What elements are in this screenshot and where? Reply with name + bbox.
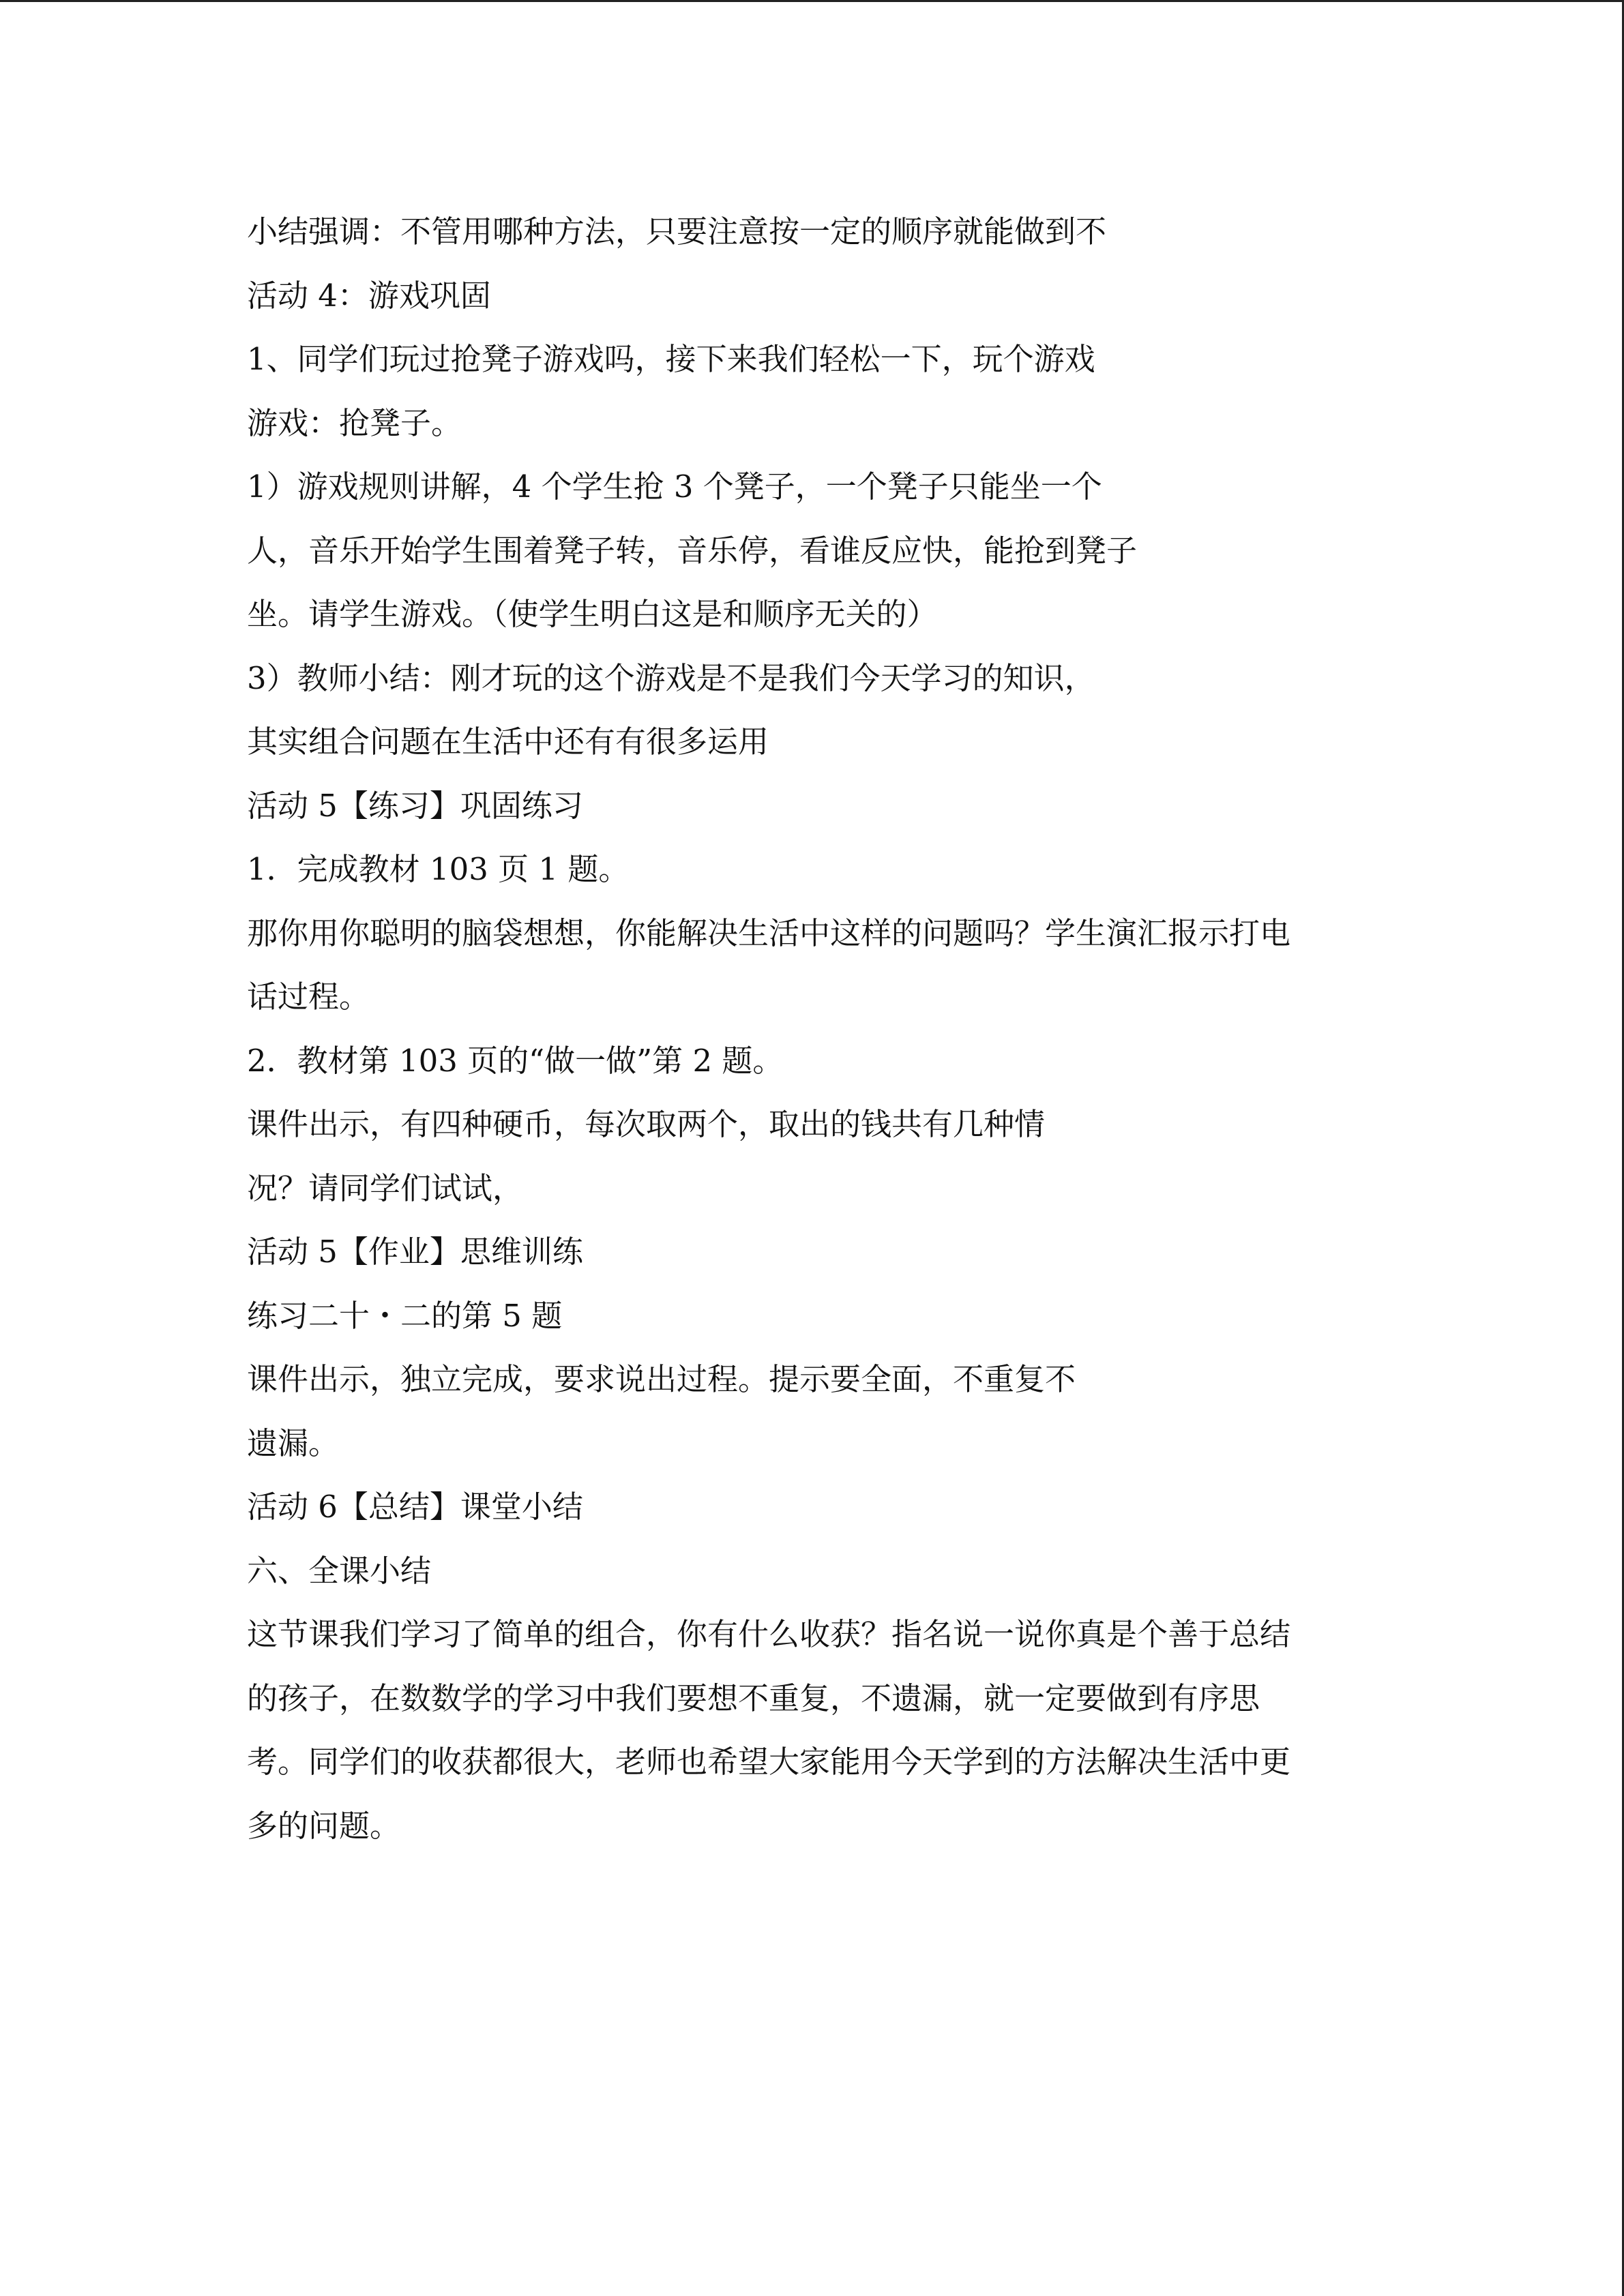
document-body: [247, 200, 1379, 1858]
text-line: 这节课我们学习了简单的组合，你有什么收获？指名说一说你真是个善于总结: [247, 1616, 1291, 1652]
text-line: 话过程。: [247, 979, 370, 1015]
text-line: 1、同学们玩过抢凳子游戏吗，接下来我们轻松一下，玩个游戏: [247, 341, 1095, 377]
heading-activity-5-practice: 活动 5【练习】巩固练习: [247, 787, 583, 824]
text-line: 课件出示，独立完成，要求说出过程。提示要全面，不重复不: [247, 1361, 1076, 1397]
text-line: 1）游戏规则讲解，4 个学生抢 3 个凳子，一个凳子只能坐一个: [247, 468, 1102, 505]
text-line: 2．教材第 103 页的“做一做”第 2 题。: [247, 1042, 784, 1079]
heading-activity-6-summary: 活动 6【总结】课堂小结: [247, 1489, 583, 1525]
text-line: 课件出示，有四种硬币，每次取两个，取出的钱共有几种情: [247, 1106, 1046, 1142]
heading-section-6: 六、全课小结: [247, 1552, 432, 1589]
text-line-summary-emphasis: 小结强调：不管用哪种方法，只要注意按一定的顺序就能做到不: [247, 213, 1107, 250]
text-line: 那你用你聪明的脑袋想想，你能解决生活中这样的问题吗？学生演汇报示打电: [247, 914, 1291, 951]
text-line: 坐。请学生游戏。（使学生明白这是和顺序无关的）: [247, 596, 938, 632]
text-line: 考。同学们的收获都很大，老师也希望大家能用今天学到的方法解决生活中更: [247, 1744, 1291, 1780]
text-line: 其实组合问题在生活中还有有很多运用: [247, 724, 769, 760]
text-line: 况？请同学们试试，: [247, 1169, 524, 1206]
text-line: 多的问题。: [247, 1807, 401, 1844]
text-line: 1．完成教材 103 页 1 题。: [247, 851, 630, 887]
heading-activity-5-homework: 活动 5【作业】思维训练: [247, 1234, 583, 1270]
text-line: 遗漏。: [247, 1425, 340, 1461]
text-line: 游戏：抢凳子。: [247, 404, 462, 441]
text-line: 练习二十・二的第 5 题: [247, 1297, 563, 1334]
heading-activity-4: 活动 4：游戏巩固: [247, 277, 491, 314]
text-line: 的孩子，在数数学的学习中我们要想不重复，不遗漏，就一定要做到有序思: [247, 1680, 1260, 1716]
text-line: 3）教师小结：刚才玩的这个游戏是不是我们今天学习的知识，: [247, 659, 1095, 696]
text-line: 人，音乐开始学生围着凳子转，音乐停，看谁反应快，能抢到凳子: [247, 532, 1138, 569]
